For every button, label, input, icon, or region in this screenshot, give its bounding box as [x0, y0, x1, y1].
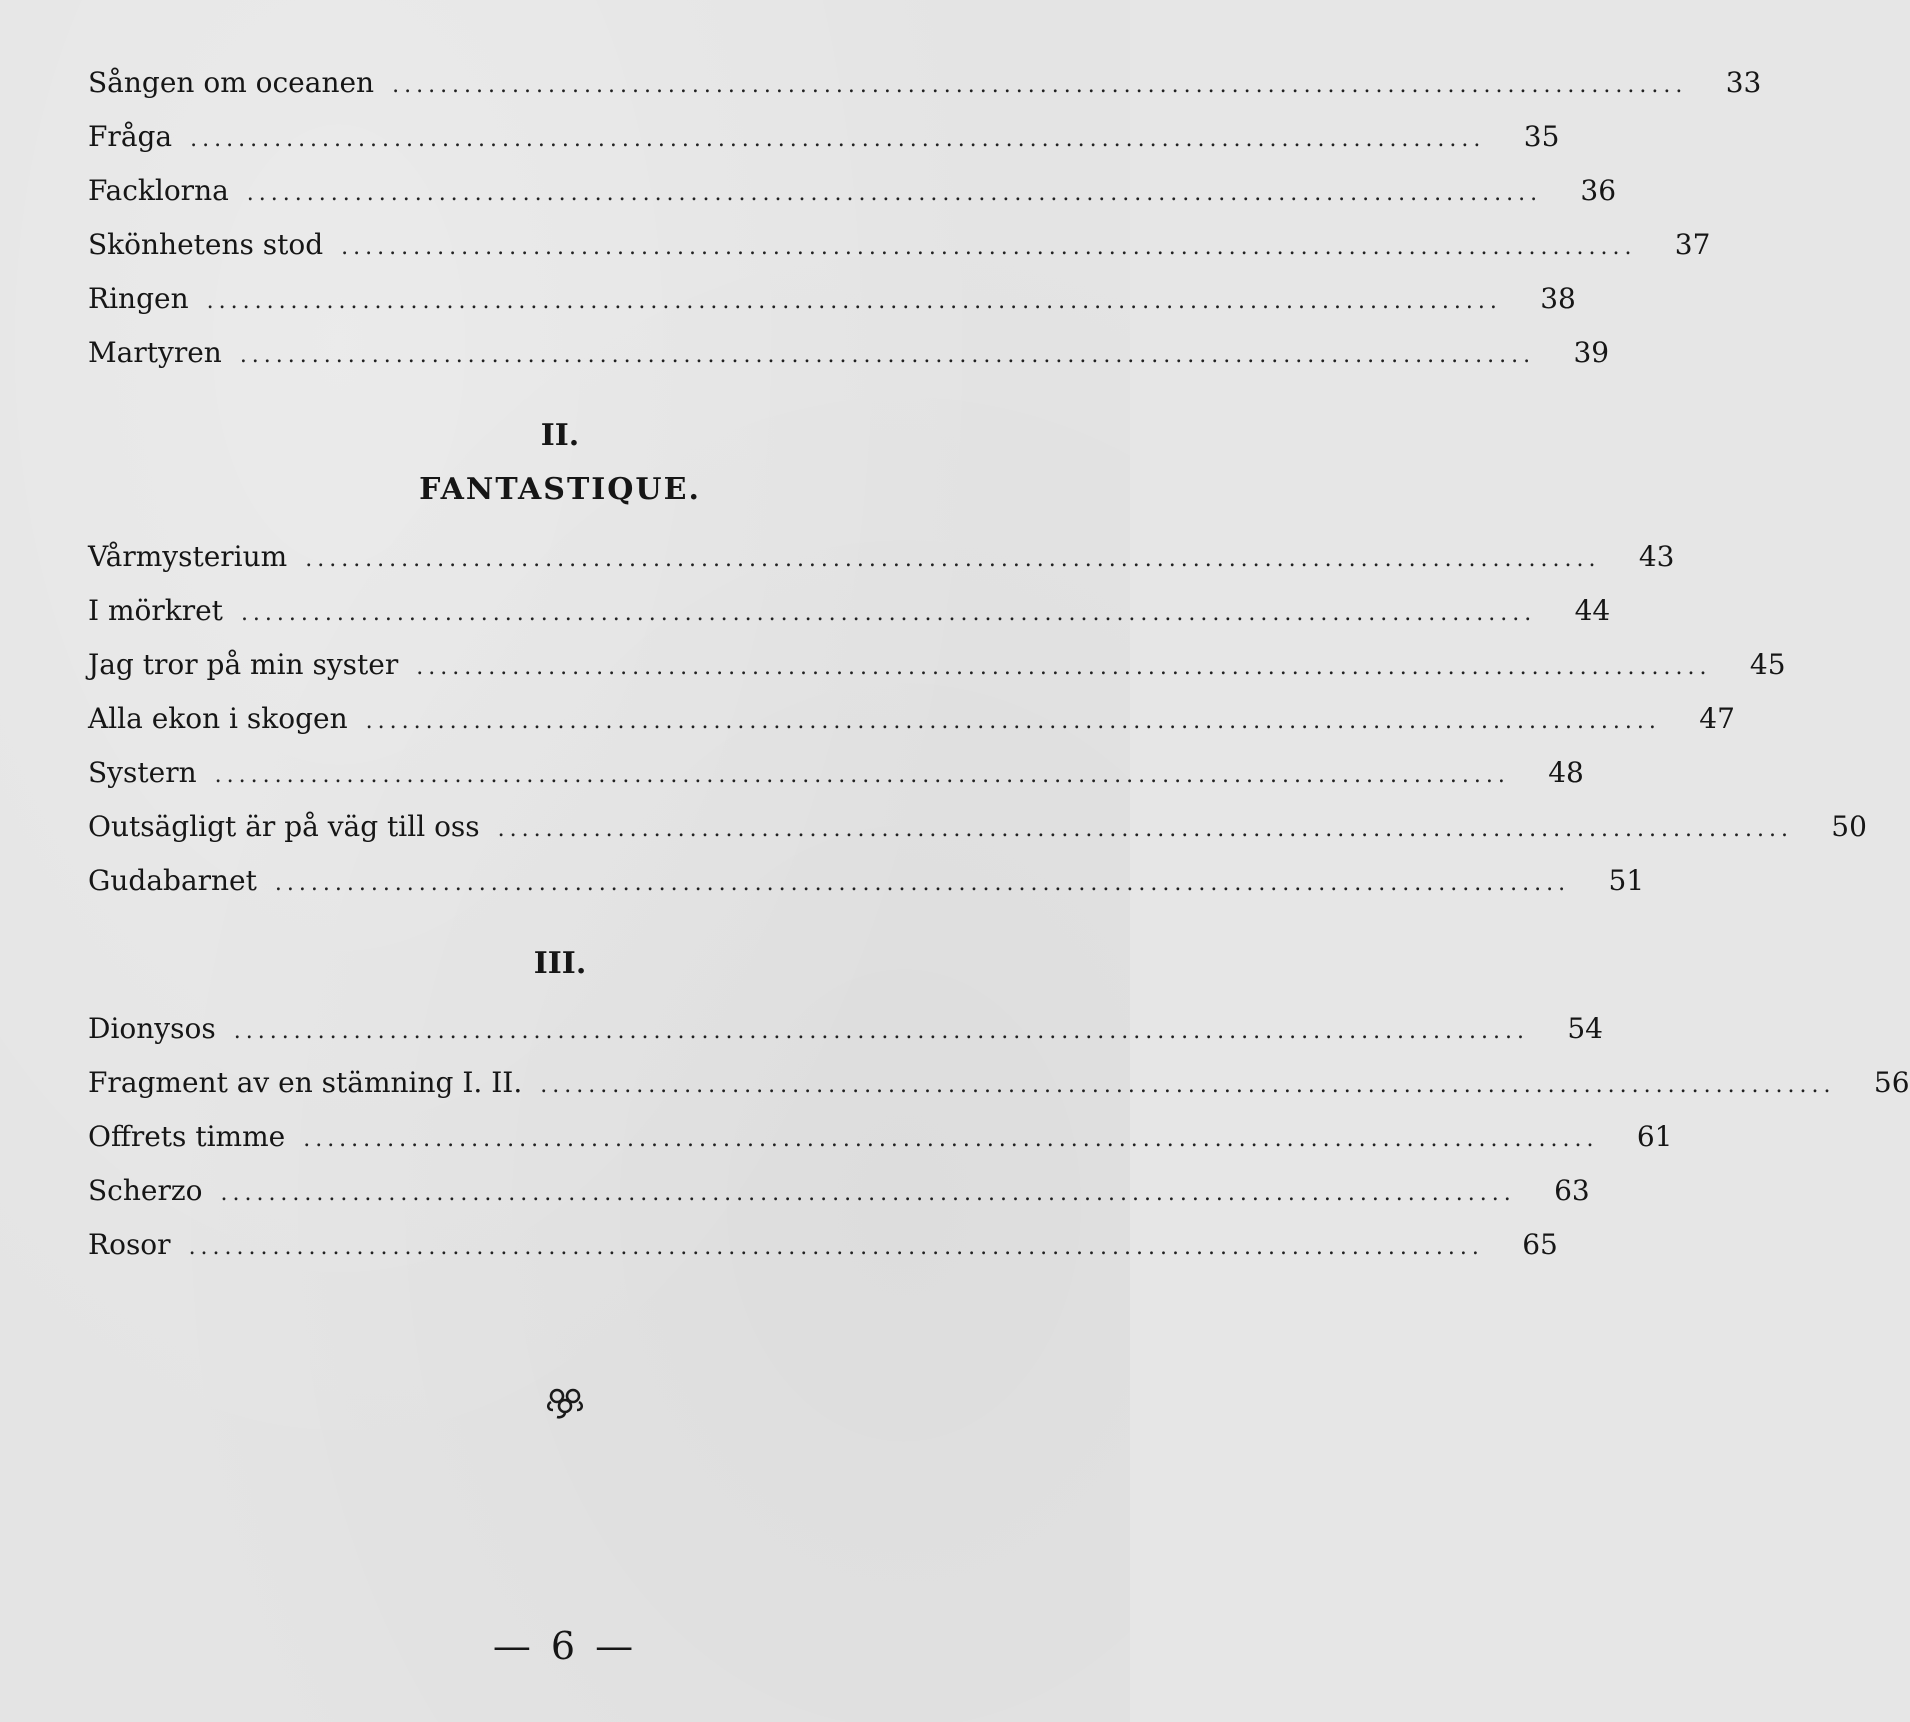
dot-leader: ............................................................................................................	[246, 181, 1543, 206]
dot-leader: ............................................................................................................	[233, 1019, 1529, 1044]
dot-leader: ............................................................................................................	[392, 73, 1688, 98]
dot-leader: ............................................................................................................	[274, 871, 1571, 896]
dot-leader: ............................................................................................................	[190, 127, 1486, 152]
dot-leader: ............................................................................................................	[206, 289, 1502, 314]
entry-title: Systern	[88, 756, 197, 789]
entry-title: I mörkret	[88, 594, 223, 627]
toc-entry	[88, 1218, 1558, 1272]
entry-title: Sången om oceanen	[88, 66, 375, 99]
toc-entry	[88, 1002, 1603, 1056]
toc-entry	[88, 164, 1617, 218]
entry-page-number: 65	[1522, 1228, 1558, 1261]
toc-entry	[88, 326, 1610, 380]
toc-entry	[88, 584, 1611, 638]
toc-entry	[88, 272, 1576, 326]
entry-page-number: 38	[1540, 282, 1576, 315]
fleuron-ornament-icon	[0, 1384, 1130, 1430]
spacer	[88, 518, 1068, 530]
entry-title: Scherzo	[88, 1174, 203, 1207]
section-two-title: FANTASTIQUE.	[419, 472, 701, 507]
dot-leader: ............................................................................................................	[220, 1181, 1516, 1206]
entry-title: Rosor	[88, 1228, 171, 1261]
entry-page-number: 61	[1636, 1120, 1673, 1153]
entry-page-number: 47	[1699, 702, 1735, 735]
table-of-contents	[88, 56, 1910, 1272]
dot-leader: ............................................................................................................	[365, 709, 1661, 734]
dot-leader: ............................................................................................................	[188, 1235, 1484, 1260]
dot-leader: ............................................................................................................	[540, 1073, 1836, 1098]
toc-entry	[88, 692, 1735, 746]
entry-title: Alla ekon i skogen	[88, 702, 348, 735]
entry-page-number: 39	[1573, 336, 1610, 369]
spacer	[88, 380, 1068, 410]
entry-title: Ringen	[88, 282, 189, 315]
dot-leader: ............................................................................................................	[303, 1127, 1599, 1152]
toc-entry	[88, 1164, 1590, 1218]
entry-page-number: 56	[1873, 1066, 1910, 1099]
entry-page-number: 45	[1749, 648, 1786, 681]
fleuron-ornament-icon	[543, 1384, 587, 1420]
toc-entry	[88, 1110, 1673, 1164]
entry-page-number: 54	[1567, 1012, 1603, 1045]
entry-page-number: 35	[1523, 120, 1560, 153]
dot-leader: ............................................................................................................	[214, 763, 1510, 788]
dot-leader: ............................................................................................................	[305, 547, 1601, 572]
dot-leader: ............................................................................................................	[341, 235, 1637, 260]
toc-entry	[88, 218, 1711, 272]
entry-page-number: 51	[1608, 864, 1645, 897]
toc-entry	[88, 800, 1867, 854]
entry-page-number: 48	[1548, 756, 1584, 789]
entry-title: Facklorna	[88, 174, 229, 207]
page-number: — 6 —	[492, 1624, 638, 1668]
entry-title: Offrets timme	[88, 1120, 286, 1153]
spacer	[88, 990, 1068, 1002]
entry-title: Outsägligt är på väg till oss	[88, 810, 480, 843]
section-two-heading: II.	[540, 418, 580, 453]
dot-leader: ............................................................................................................	[416, 655, 1712, 680]
toc-entry	[88, 530, 1675, 584]
toc-entry	[88, 110, 1560, 164]
toc-entry	[88, 638, 1786, 692]
toc-entry	[88, 1056, 1910, 1110]
entry-page-number: 33	[1725, 66, 1762, 99]
entry-title: Gudabarnet	[88, 864, 257, 897]
dot-leader: ............................................................................................................	[497, 817, 1793, 842]
dot-leader: ............................................................................................................	[240, 601, 1537, 626]
entry-page-number: 43	[1638, 540, 1675, 573]
entry-page-number: 36	[1580, 174, 1617, 207]
toc-entry	[88, 854, 1645, 908]
dot-leader: ............................................................................................................	[239, 343, 1536, 368]
toc-entry	[88, 746, 1584, 800]
entry-title: Skönhetens stod	[88, 228, 324, 261]
entry-page-number: 37	[1674, 228, 1711, 261]
entry-page-number: 63	[1554, 1174, 1590, 1207]
toc-entry	[88, 56, 1762, 110]
entry-title: Fragment av en stämning I. II.	[88, 1066, 523, 1099]
entry-page-number: 44	[1574, 594, 1611, 627]
entry-title: Dionysos	[88, 1012, 216, 1045]
section-three-heading: III.	[533, 946, 587, 981]
entry-title: Martyren	[88, 336, 222, 369]
entry-title: Fråga	[88, 120, 173, 153]
entry-page-number: 50	[1831, 810, 1867, 843]
entry-title: Jag tror på min syster	[88, 648, 399, 681]
spacer	[88, 908, 1068, 938]
entry-title: Vårmysterium	[88, 540, 288, 573]
